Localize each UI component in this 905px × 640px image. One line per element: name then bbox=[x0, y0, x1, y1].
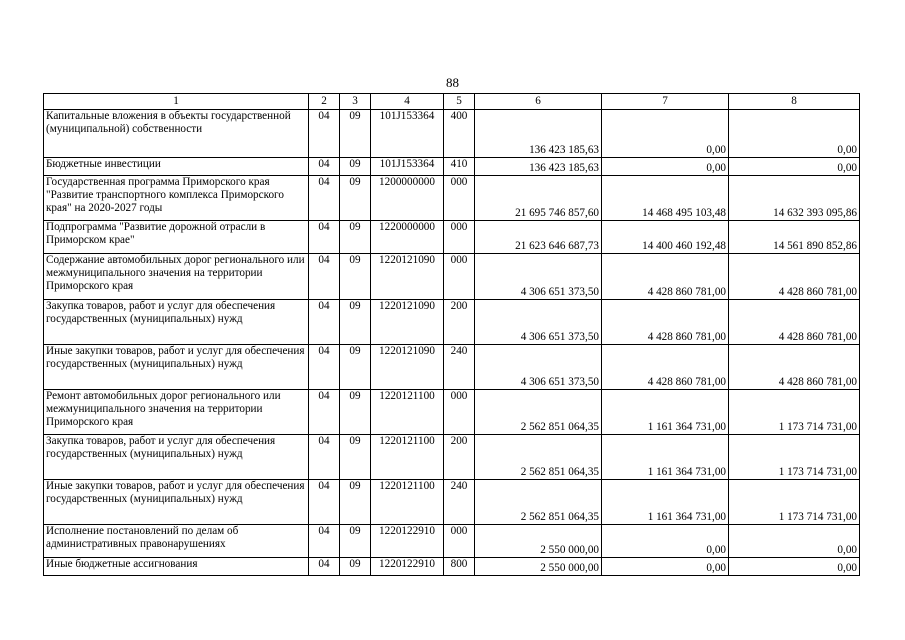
page-number: 88 bbox=[446, 75, 459, 90]
row-name-cell: Иные бюджетные ассигнования bbox=[44, 558, 309, 576]
header-row bbox=[44, 94, 860, 110]
header-cell: 4 bbox=[371, 94, 444, 110]
amount-col8-cell: 4 428 860 781,00 bbox=[729, 300, 860, 345]
amount-col7-cell: 1 161 364 731,00 bbox=[602, 390, 729, 435]
amount-col6-cell: 2 562 851 064,35 bbox=[475, 480, 602, 525]
amount-col6-cell: 2 550 000,00 bbox=[475, 525, 602, 558]
budget-table bbox=[43, 93, 860, 576]
target-article-cell: 1220121100 bbox=[371, 480, 444, 525]
table-row bbox=[44, 300, 860, 345]
expense-type-cell: 000 bbox=[444, 390, 475, 435]
amount-col8-cell: 0,00 bbox=[729, 110, 860, 158]
row-name-cell: Государственная программа Приморского края "Развитие транспортного комплекса Приморского края" на 2020-2027 годы bbox=[44, 176, 309, 221]
table-row bbox=[44, 110, 860, 158]
amount-col8-cell: 14 632 393 095,86 bbox=[729, 176, 860, 221]
amount-col7-cell: 0,00 bbox=[602, 158, 729, 176]
row-name-cell: Бюджетные инвестиции bbox=[44, 158, 309, 176]
table-body bbox=[44, 110, 860, 576]
amount-col8-cell: 4 428 860 781,00 bbox=[729, 254, 860, 300]
table-row bbox=[44, 558, 860, 576]
subsection-code-cell: 09 bbox=[340, 300, 371, 345]
table-row bbox=[44, 221, 860, 254]
subsection-code-cell: 09 bbox=[340, 480, 371, 525]
subsection-code-cell: 09 bbox=[340, 110, 371, 158]
expense-type-cell: 200 bbox=[444, 300, 475, 345]
expense-type-cell: 800 bbox=[444, 558, 475, 576]
header-cell: 5 bbox=[444, 94, 475, 110]
section-code-cell: 04 bbox=[309, 435, 340, 480]
target-article-cell: 1220122910 bbox=[371, 525, 444, 558]
amount-col7-cell: 4 428 860 781,00 bbox=[602, 345, 729, 390]
table-row bbox=[44, 345, 860, 390]
amount-col6-cell: 2 562 851 064,35 bbox=[475, 390, 602, 435]
row-name-cell: Ремонт автомобильных дорог регионального или межмуниципального значения на территории Приморского края bbox=[44, 390, 309, 435]
amount-col8-cell: 4 428 860 781,00 bbox=[729, 345, 860, 390]
amount-col6-cell: 2 550 000,00 bbox=[475, 558, 602, 576]
table-row bbox=[44, 480, 860, 525]
target-article-cell: 1200000000 bbox=[371, 176, 444, 221]
row-name-cell: Иные закупки товаров, работ и услуг для обеспечения государственных (муниципальных) нужд bbox=[44, 345, 309, 390]
amount-col6-cell: 21 695 746 857,60 bbox=[475, 176, 602, 221]
header-cell: 7 bbox=[602, 94, 729, 110]
subsection-code-cell: 09 bbox=[340, 558, 371, 576]
section-code-cell: 04 bbox=[309, 176, 340, 221]
expense-type-cell: 200 bbox=[444, 435, 475, 480]
amount-col7-cell: 4 428 860 781,00 bbox=[602, 254, 729, 300]
amount-col6-cell: 4 306 651 373,50 bbox=[475, 254, 602, 300]
amount-col7-cell: 0,00 bbox=[602, 525, 729, 558]
table-header bbox=[44, 94, 860, 110]
amount-col8-cell: 1 173 714 731,00 bbox=[729, 390, 860, 435]
section-code-cell: 04 bbox=[309, 110, 340, 158]
amount-col6-cell: 4 306 651 373,50 bbox=[475, 345, 602, 390]
section-code-cell: 04 bbox=[309, 158, 340, 176]
target-article-cell: 1220121090 bbox=[371, 300, 444, 345]
target-article-cell: 1220000000 bbox=[371, 221, 444, 254]
target-article-cell: 1220121090 bbox=[371, 345, 444, 390]
subsection-code-cell: 09 bbox=[340, 435, 371, 480]
section-code-cell: 04 bbox=[309, 345, 340, 390]
section-code-cell: 04 bbox=[309, 390, 340, 435]
subsection-code-cell: 09 bbox=[340, 176, 371, 221]
row-name-cell: Иные закупки товаров, работ и услуг для обеспечения государственных (муниципальных) нужд bbox=[44, 480, 309, 525]
expense-type-cell: 240 bbox=[444, 480, 475, 525]
row-name-cell: Исполнение постановлений по делам об административных правонарушениях bbox=[44, 525, 309, 558]
amount-col8-cell: 1 173 714 731,00 bbox=[729, 480, 860, 525]
row-name-cell: Содержание автомобильных дорог регионального или межмуниципального значения на территории Приморского края bbox=[44, 254, 309, 300]
expense-type-cell: 410 bbox=[444, 158, 475, 176]
section-code-cell: 04 bbox=[309, 480, 340, 525]
subsection-code-cell: 09 bbox=[340, 221, 371, 254]
subsection-code-cell: 09 bbox=[340, 390, 371, 435]
expense-type-cell: 400 bbox=[444, 110, 475, 158]
target-article-cell: 101J153364 bbox=[371, 110, 444, 158]
amount-col7-cell: 0,00 bbox=[602, 110, 729, 158]
expense-type-cell: 000 bbox=[444, 254, 475, 300]
expense-type-cell: 000 bbox=[444, 176, 475, 221]
amount-col7-cell: 14 468 495 103,48 bbox=[602, 176, 729, 221]
amount-col6-cell: 2 562 851 064,35 bbox=[475, 435, 602, 480]
target-article-cell: 1220121090 bbox=[371, 254, 444, 300]
amount-col6-cell: 136 423 185,63 bbox=[475, 110, 602, 158]
row-name-cell: Подпрограмма "Развитие дорожной отрасли в Приморском крае" bbox=[44, 221, 309, 254]
target-article-cell: 1220122910 bbox=[371, 558, 444, 576]
expense-type-cell: 000 bbox=[444, 525, 475, 558]
amount-col6-cell: 136 423 185,63 bbox=[475, 158, 602, 176]
table-row bbox=[44, 390, 860, 435]
table-row bbox=[44, 435, 860, 480]
target-article-cell: 101J153364 bbox=[371, 158, 444, 176]
table-row bbox=[44, 254, 860, 300]
amount-col6-cell: 21 623 646 687,73 bbox=[475, 221, 602, 254]
amount-col8-cell: 0,00 bbox=[729, 558, 860, 576]
table-row bbox=[44, 525, 860, 558]
subsection-code-cell: 09 bbox=[340, 525, 371, 558]
amount-col8-cell: 0,00 bbox=[729, 525, 860, 558]
table-row bbox=[44, 158, 860, 176]
amount-col7-cell: 1 161 364 731,00 bbox=[602, 435, 729, 480]
amount-col8-cell: 1 173 714 731,00 bbox=[729, 435, 860, 480]
amount-col7-cell: 1 161 364 731,00 bbox=[602, 480, 729, 525]
row-name-cell: Капитальные вложения в объекты государственной (муниципальной) собственности bbox=[44, 110, 309, 158]
expense-type-cell: 240 bbox=[444, 345, 475, 390]
section-code-cell: 04 bbox=[309, 525, 340, 558]
header-cell: 3 bbox=[340, 94, 371, 110]
target-article-cell: 1220121100 bbox=[371, 390, 444, 435]
subsection-code-cell: 09 bbox=[340, 254, 371, 300]
section-code-cell: 04 bbox=[309, 254, 340, 300]
header-cell: 6 bbox=[475, 94, 602, 110]
amount-col7-cell: 0,00 bbox=[602, 558, 729, 576]
section-code-cell: 04 bbox=[309, 300, 340, 345]
amount-col6-cell: 4 306 651 373,50 bbox=[475, 300, 602, 345]
table-row bbox=[44, 176, 860, 221]
amount-col7-cell: 4 428 860 781,00 bbox=[602, 300, 729, 345]
header-cell: 1 bbox=[44, 94, 309, 110]
amount-col8-cell: 0,00 bbox=[729, 158, 860, 176]
subsection-code-cell: 09 bbox=[340, 158, 371, 176]
row-name-cell: Закупка товаров, работ и услуг для обеспечения государственных (муниципальных) нужд bbox=[44, 300, 309, 345]
header-cell: 2 bbox=[309, 94, 340, 110]
amount-col8-cell: 14 561 890 852,86 bbox=[729, 221, 860, 254]
target-article-cell: 1220121100 bbox=[371, 435, 444, 480]
section-code-cell: 04 bbox=[309, 221, 340, 254]
section-code-cell: 04 bbox=[309, 558, 340, 576]
amount-col7-cell: 14 400 460 192,48 bbox=[602, 221, 729, 254]
row-name-cell: Закупка товаров, работ и услуг для обеспечения государственных (муниципальных) нужд bbox=[44, 435, 309, 480]
expense-type-cell: 000 bbox=[444, 221, 475, 254]
header-cell: 8 bbox=[729, 94, 860, 110]
subsection-code-cell: 09 bbox=[340, 345, 371, 390]
